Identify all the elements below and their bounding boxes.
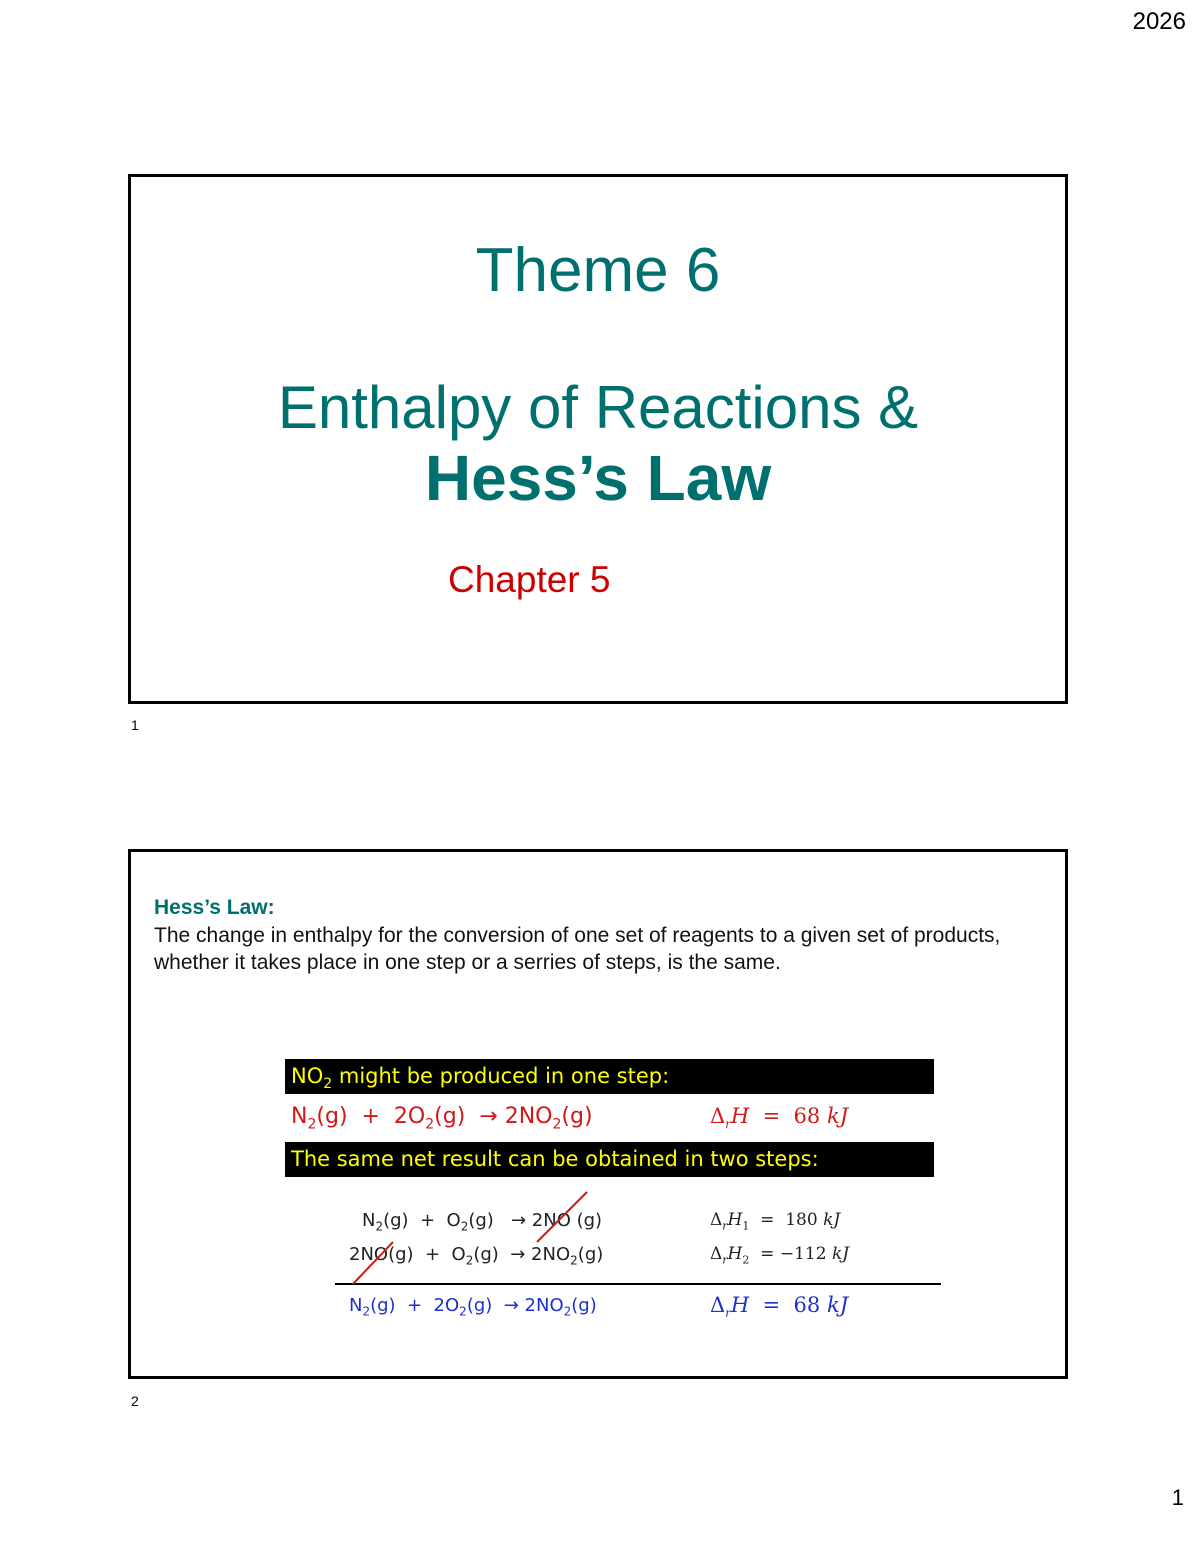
one-step-dh-unit: kJ: [826, 1104, 849, 1128]
title-line-1: Enthalpy of Reactions &: [277, 374, 919, 441]
one-step-banner: $NO_2$ might be produced in one step:: [285, 1059, 934, 1094]
hess-law-definition: The change in enthalpy for the conversion of one set of reagents to a given set of products, whether it takes place in one step or a serries of steps, is the same.: [154, 924, 1001, 974]
step-2-enthalpy: $\Delta_rH_2 = -112$ kJ: [710, 1244, 850, 1267]
net-dh-unit: kJ: [826, 1293, 849, 1317]
one-step-dh-value: 68: [793, 1104, 821, 1128]
document-year: 2026: [1132, 8, 1186, 35]
one-step-enthalpy: $\Delta_rH = 68$ kJ: [710, 1104, 849, 1132]
strike-line-product-no: [537, 1192, 587, 1242]
slide-1: [128, 174, 1068, 704]
hess-law-heading: Hess’s Law:: [154, 896, 275, 919]
step-2-equation: $2NO(g) + O_2(g) \to 2NO_2(g)$: [349, 1244, 604, 1268]
title-line-2: Hess’s Law: [424, 442, 772, 514]
banner-one-step-text: might be produced in one step:: [338, 1064, 670, 1088]
step-2-dh-unit: kJ: [831, 1244, 850, 1264]
chapter-label: Chapter 5: [448, 559, 611, 600]
strike-line-reactant-no: [353, 1242, 393, 1284]
banner-species: NO: [291, 1064, 324, 1088]
net-equation: $N_2(g) + 2O_2(g) \to 2NO_2(g)$: [349, 1295, 597, 1319]
slide-2: [128, 849, 1068, 1379]
step-1-enthalpy: $\Delta_rH_1 = 180$ kJ: [710, 1210, 841, 1233]
cancellation-strikes: [131, 852, 1065, 1376]
slide-number-2: 2: [131, 1393, 139, 1409]
one-step-equation: $N_2(g) + 2O_2(g) \to 2NO_2(g)$: [291, 1104, 593, 1133]
net-enthalpy: $\Delta_rH = 68$ kJ: [710, 1293, 849, 1321]
net-dh-value: 68: [793, 1293, 821, 1317]
step-1-dh-value: 180: [785, 1210, 818, 1230]
step-1-dh-unit: kJ: [823, 1210, 841, 1230]
page-number: 1: [1171, 1485, 1184, 1510]
theme-title: Theme 6: [475, 236, 721, 305]
two-step-banner: The same net result can be obtained in two steps:: [285, 1142, 934, 1177]
step-2-dh-value: 112: [794, 1244, 827, 1264]
slide-number-1: 1: [131, 717, 139, 733]
step-1-equation: $N_2(g) + O_2(g) \to 2NO$ (g): [362, 1210, 603, 1234]
